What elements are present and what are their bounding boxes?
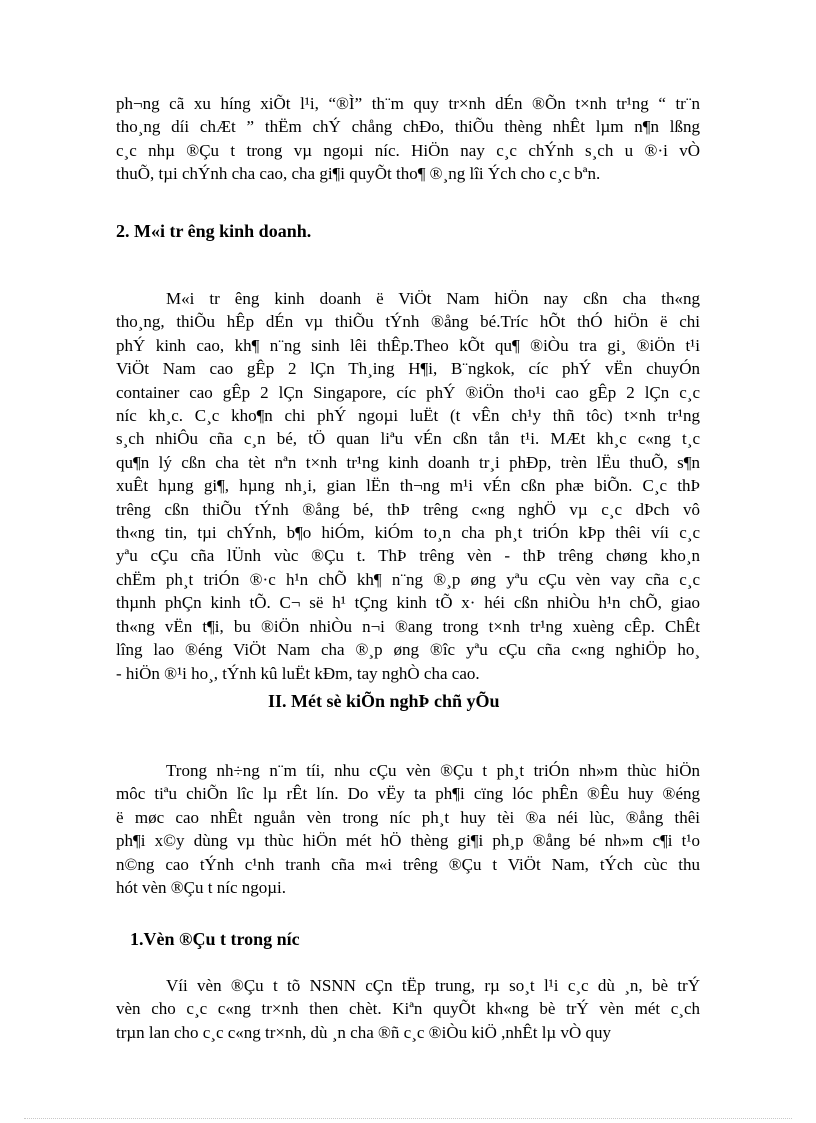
- text-line: ph¬ng cã xu híng xiÕt l¹i, “®Ì” th¨m quy tr×nh dÉn ®Õn t×nh tr¹ng “ tr¨n: [116, 94, 700, 113]
- text-line: ph¶i x©y dùng vµ thùc hiÖn mét hÖ thèng gi¶i ph¸p ®ång bé nh»m c¶i t¹o: [116, 831, 700, 851]
- text-line: Víi vèn ®Çu t tõ NSNN cÇn tËp trung, rµ so¸t l¹i c¸c dù ¸n, bè trÝ: [166, 976, 700, 995]
- text-line: trµn lan cho c¸c c«ng tr×nh, dù ¸n cha ®ñ c¸c ®iÒu kiÖ ,nhÊt lµ vÒ quy: [116, 1022, 612, 1042]
- text-line: tho¸ng díi chÆt ” thËm chÝ chång chÐo, thiÕu thèng nhÊt lµm n¶n lßng: [116, 117, 700, 137]
- section-heading-business-environment: 2. M«i tr êng kinh doanh.: [116, 221, 312, 241]
- text-line: qu¶n lý cßn cha tèt nªn t×nh tr¹ng kinh doanh tr¸i phÐp, trèn lËu thuÕ, s¶n: [116, 452, 700, 472]
- text-line: vèn cho c¸c c«ng tr×nh then chèt. Kiªn quyÕt kh«ng bè trÝ vèn mét c¸ch: [116, 999, 700, 1019]
- text-line: ViÖt Nam cao gÊp 2 lÇn Th¸ing H¶i, B¨ngkok, cíc phÝ vËn chuyÓn: [116, 359, 700, 379]
- text-line: container cao gÊp 2 lÇn Singapore, cíc phÝ ®iÖn tho¹i cao gÊp 2 lÇn c¸c: [116, 382, 700, 402]
- text-line: yªu cÇu cña lÜnh vùc ®Çu t. ThÞ trêng vèn - thÞ trêng chøng kho¸n: [116, 546, 700, 566]
- text-line: th«ng vËn t¶i, bu ®iÖn nhiÒu n¬i ®ang trong t×nh tr¹ng xuèng cÊp. ChÊt: [116, 616, 700, 636]
- text-line: c¸c nhµ ®Çu t trong vµ ngoµi níc. HiÖn nay c¸c chÝnh s¸ch u ®·i vÒ: [116, 140, 700, 160]
- paragraph-recommendations: [116, 759, 700, 899]
- text-line: hót vèn ®Çu t níc ngoµi.: [116, 878, 287, 898]
- text-line: Trong nh÷ng n¨m tíi, nhu cÇu vèn ®Çu t ph¸t triÓn nh»m thùc hiÖn: [166, 761, 700, 780]
- text-line: thuÕ, tµi chÝnh cha cao, cha gi¶i quyÕt tho¶ ®¸ng lîi Ých cho c¸c bªn.: [116, 164, 601, 184]
- section-heading-domestic-investment: 1.Vèn ®Çu t trong níc: [130, 929, 300, 949]
- page-bottom-rule: [24, 1118, 792, 1119]
- text-line: n©ng cao tÝnh c¹nh tranh cña m«i trêng ®Çu t ViÖt Nam, tÝch cùc thu: [116, 854, 700, 874]
- text-line: lîng lao ®éng ViÖt Nam cha ®¸p øng ®îc yªu cÇu cña c«ng nghiÖp ho¸: [116, 640, 700, 660]
- section-heading-recommendations: II. Mét sè kiÕn nghÞ chñ yÕu: [268, 691, 500, 711]
- text-line: th«ng tin, tµi chÝnh, b¶o hiÓm, kiÓm to¸n cha ph¸t triÓn kÞp thêi víi c¸c: [116, 523, 700, 543]
- text-line: níc kh¸c. C¸c kho¶n chi phÝ ngoµi luËt (t vÊn ch¹y thñ tôc) t×nh tr¹ng: [116, 406, 700, 426]
- text-line: M«i tr êng kinh doanh ë ViÖt Nam hiÖn nay cßn cha th«ng: [166, 289, 700, 308]
- paragraph-business-environment: [116, 287, 700, 685]
- text-line: trêng cßn thiÕu tÝnh ®ång bé, thÞ trêng c«ng nghÖ vµ c¸c dÞch vô: [116, 499, 700, 519]
- text-line: s¸ch nhiÔu cña c¸n bé, tÖ quan liªu vÉn cßn tån t¹i. MÆt kh¸c c«ng t¸c: [116, 429, 700, 449]
- text-line: chËm ph¸t triÓn ®·c h¹n chÕ kh¶ n¨ng ®¸p øng yªu cÇu vèn vay cña c¸c: [116, 569, 700, 589]
- text-line: ë møc cao nhÊt nguån vèn trong níc ph¸t huy tèi ®a néi lùc, ®ång thêi: [116, 807, 700, 827]
- text-line: xuÊt hµng gi¶, hµng nh¸i, gian lËn th¬ng m¹i vÉn cßn phæ biÕn. C¸c thÞ: [116, 476, 700, 496]
- paragraph-domestic-investment: [116, 974, 700, 1044]
- text-line: - hiÖn ®¹i ho¸, tÝnh kû luËt kÐm, tay nghÒ cha cao.: [116, 663, 480, 683]
- text-line: tho¸ng, thiÕu hÊp dÉn vµ thiÕu tÝnh ®ång bé.Tríc hÕt thÓ hiÖn ë chi: [116, 312, 700, 332]
- paragraph-intro: [116, 92, 700, 186]
- text-line: phÝ kinh cao, kh¶ n¨ng sinh lêi thÊp.Theo kÕt qu¶ ®iÒu tra gi¸ ®iÖn t¹i: [116, 335, 700, 355]
- text-line: thµnh phÇn kinh tÕ. C¬ së h¹ tÇng kinh tÕ x· héi cßn nhiÒu h¹n chÕ, giao: [116, 593, 700, 613]
- text-line: môc tiªu chiÕn lîc lµ rÊt lín. Do vËy ta ph¶i cïng lóc phÊn ®Êu huy ®éng: [116, 784, 700, 804]
